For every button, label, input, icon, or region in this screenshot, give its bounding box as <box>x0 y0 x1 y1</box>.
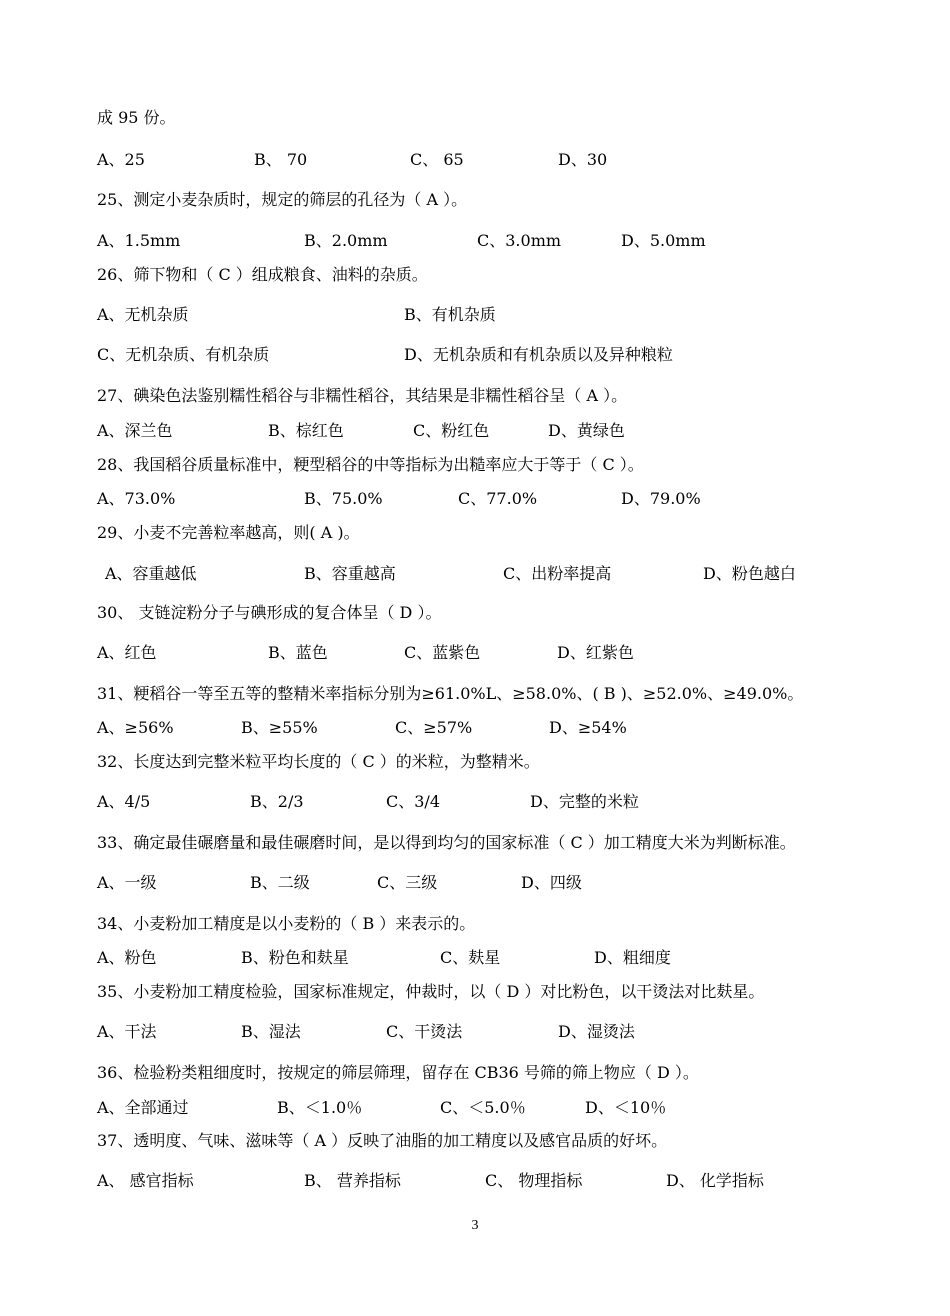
option-c: C、无机杂质、有机杂质 <box>97 345 270 364</box>
option-a: A、25 <box>97 150 145 169</box>
question-37: 37、透明度、气味、滋味等（ A ）反映了油脂的加工精度以及感官品质的好坏。 <box>97 1131 668 1150</box>
option-c: C、出粉率提高 <box>503 564 612 583</box>
question-32: 32、长度达到完整米粒平均长度的（ C ）的米粒，为整精米。 <box>97 752 540 771</box>
question-27: 27、碘染色法鉴别糯性稻谷与非糯性稻谷，其结果是非糯性稻谷呈（ A ）。 <box>97 386 628 405</box>
question-36: 36、检验粉类粗细度时，按规定的筛层筛理，留存在 CB36 号筛的筛上物应（ D ）。 <box>97 1063 699 1082</box>
option-d: D、黄绿色 <box>548 421 625 440</box>
question-29: 29、小麦不完善粒率越高，则( A )。 <box>97 523 360 542</box>
option-a: A、1.5mm <box>97 231 181 250</box>
question-35: 35、小麦粉加工精度检验，国家标准规定，仲裁时，以（ D ）对比粉色，以干烫法对比麸星。 <box>97 982 765 1001</box>
option-d: D、 化学指标 <box>666 1171 764 1190</box>
option-c: C、干烫法 <box>386 1022 463 1041</box>
option-a: A、73.0% <box>97 489 176 508</box>
option-b: B、湿法 <box>241 1022 301 1041</box>
option-c: C、≥57% <box>395 718 473 737</box>
option-c: C、77.0% <box>458 489 538 508</box>
option-b: B、有机杂质 <box>404 305 496 324</box>
option-b: B、2.0mm <box>304 231 388 250</box>
option-a: A、 感官指标 <box>97 1171 194 1190</box>
question-25: 25、测定小麦杂质时，规定的筛层的孔径为（ A ）。 <box>97 190 468 209</box>
option-a: A、≥56% <box>97 718 174 737</box>
option-d: D、30 <box>558 150 608 169</box>
option-a: A、深兰色 <box>97 421 173 440</box>
option-d: D、79.0% <box>621 489 701 508</box>
option-d: D、湿烫法 <box>558 1022 635 1041</box>
option-a: A、一级 <box>97 873 157 892</box>
option-c: C、粉红色 <box>413 421 490 440</box>
option-c: C、蓝紫色 <box>404 643 481 662</box>
option-a: A、全部通过 <box>97 1098 189 1117</box>
intro-text: 成 95 份。 <box>97 108 176 127</box>
option-b: B、蓝色 <box>268 643 328 662</box>
option-b: B、棕红色 <box>268 421 344 440</box>
option-d: D、无机杂质和有机杂质以及异种粮粒 <box>404 345 673 364</box>
option-d: D、四级 <box>521 873 582 892</box>
option-d: D、＜10％ <box>585 1098 667 1117</box>
option-b: B、2/3 <box>250 792 304 811</box>
page-number: 3 <box>471 1218 479 1233</box>
question-26: 26、筛下物和（ C ）组成粮食、油料的杂质。 <box>97 265 428 284</box>
option-d: D、≥54% <box>549 718 627 737</box>
question-34: 34、小麦粉加工精度是以小麦粉的（ B ）来表示的。 <box>97 914 476 933</box>
option-d: D、红紫色 <box>557 643 634 662</box>
option-a: A、容重越低 <box>105 564 197 583</box>
option-c: C、＜5.0％ <box>440 1098 526 1117</box>
option-a: A、4/5 <box>97 792 151 811</box>
question-33: 33、确定最佳碾磨量和最佳碾磨时间，是以得到均匀的国家标准（ C ）加工精度大米为判断标准。 <box>97 833 796 852</box>
option-b: B、≥55% <box>241 718 318 737</box>
option-d: D、粗细度 <box>594 948 671 967</box>
question-28: 28、我国稻谷质量标准中，粳型稻谷的中等指标为出糙率应大于等于（ C ）。 <box>97 455 644 474</box>
question-31: 31、粳稻谷一等至五等的整精米率指标分别为≥61.0%L、≥58.0%、( B )、≥52.0%、≥49.0%。 <box>97 684 804 703</box>
option-b: B、二级 <box>250 873 310 892</box>
option-a: A、红色 <box>97 643 157 662</box>
option-a: A、干法 <box>97 1022 157 1041</box>
option-b: B、粉色和麸星 <box>241 948 349 967</box>
option-b: B、容重越高 <box>304 564 396 583</box>
option-c: C、三级 <box>377 873 438 892</box>
option-c: C、 物理指标 <box>485 1171 583 1190</box>
option-d: D、粉色越白 <box>703 564 796 583</box>
option-b: B、75.0% <box>304 489 383 508</box>
option-c: C、 65 <box>410 150 464 169</box>
option-d: D、5.0mm <box>621 231 706 250</box>
option-d: D、完整的米粒 <box>530 792 639 811</box>
option-b: B、 营养指标 <box>304 1171 401 1190</box>
question-30: 30、 支链淀粉分子与碘形成的复合体呈（ D ）。 <box>97 603 442 622</box>
option-b: B、 70 <box>254 150 308 169</box>
option-a: A、粉色 <box>97 948 157 967</box>
option-c: C、3.0mm <box>477 231 562 250</box>
option-c: C、麸星 <box>440 948 501 967</box>
option-a: A、无机杂质 <box>97 305 189 324</box>
option-b: B、＜1.0％ <box>277 1098 363 1117</box>
option-c: C、3/4 <box>386 792 440 811</box>
